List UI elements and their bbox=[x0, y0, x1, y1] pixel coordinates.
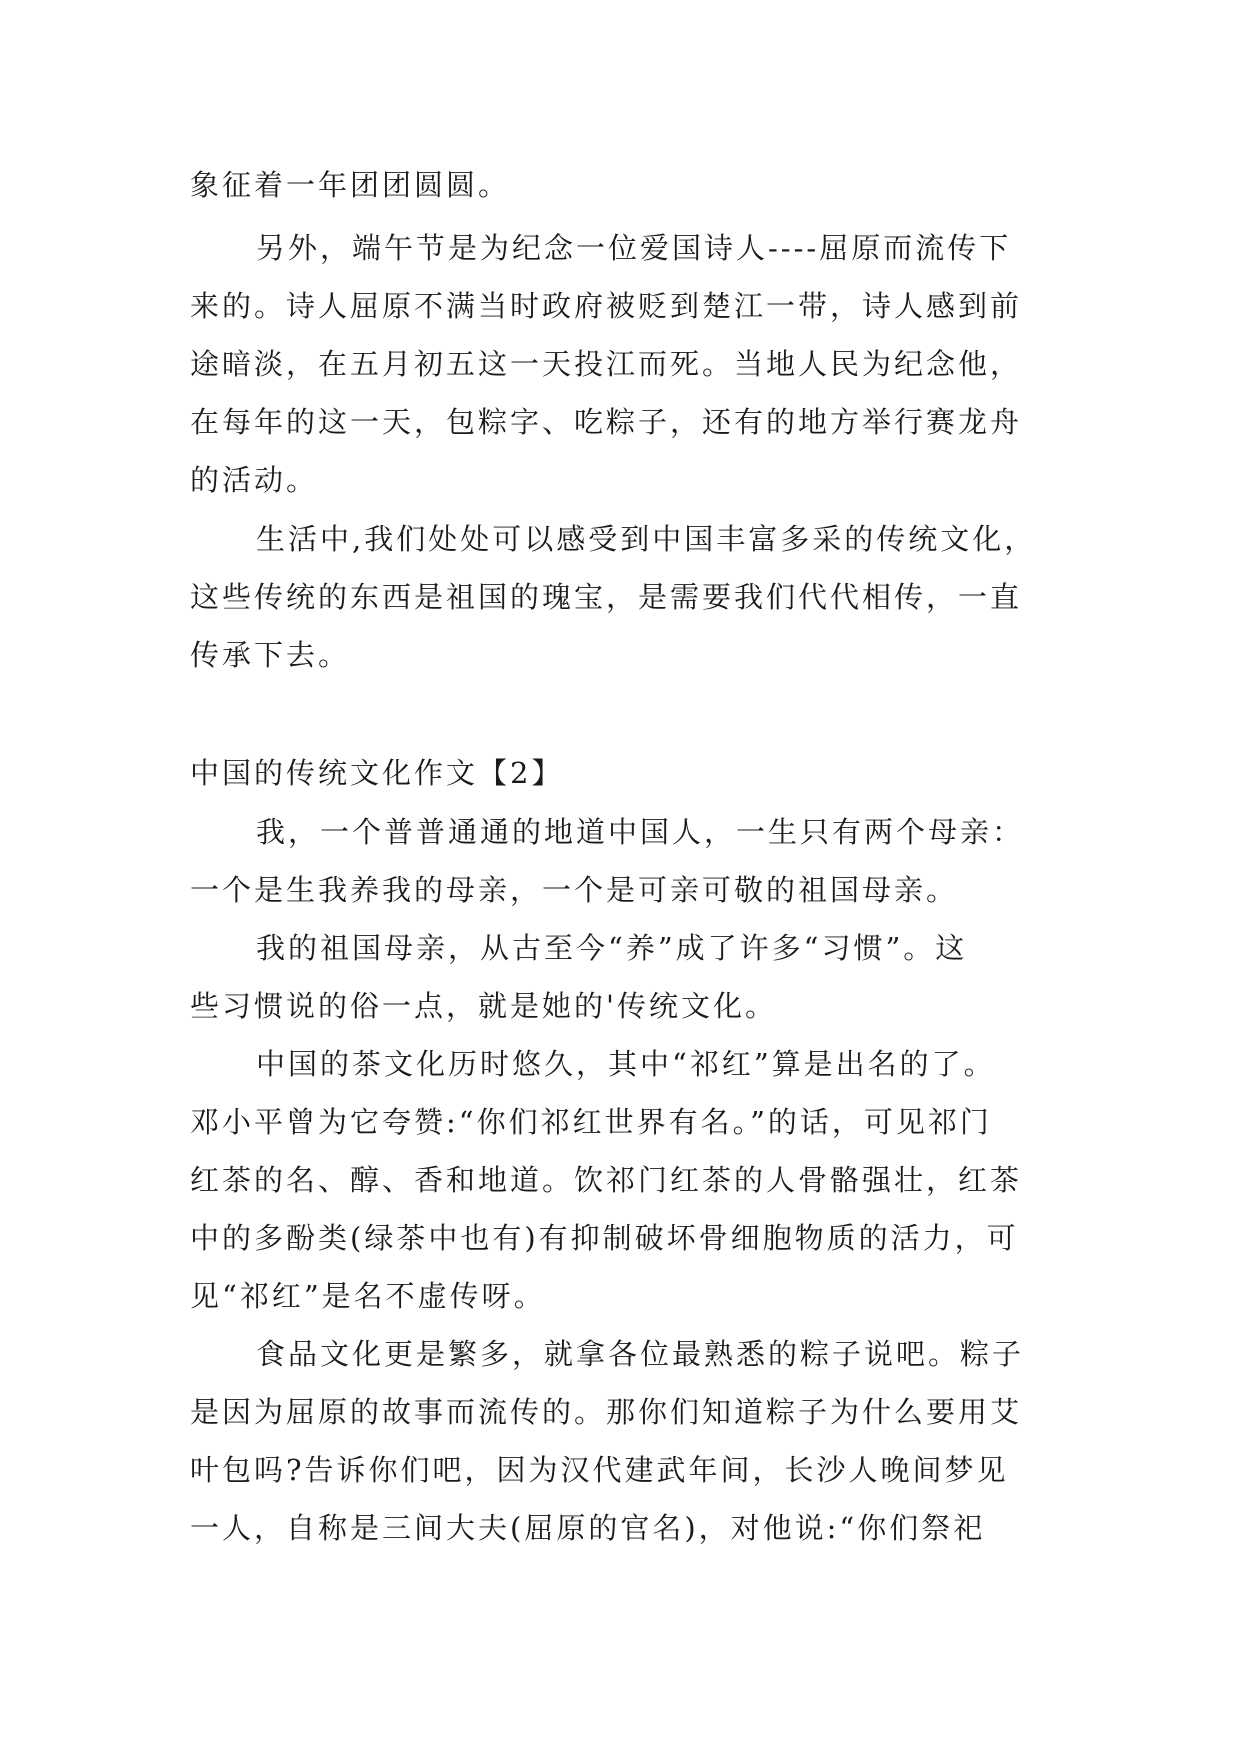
paragraph-start-line: 生活中,我们处处可以感受到中国丰富多采的传统文化， bbox=[256, 522, 1037, 556]
paragraph-start-line: 另外，端午节是为纪念一位爱国诗人----屈原而流传下 bbox=[256, 231, 1012, 265]
text-line: 见“祁红”是名不虚传呀。 bbox=[190, 1279, 546, 1313]
paragraph-start-line: 我，一个普普通通的地道中国人，一生只有两个母亲： bbox=[256, 815, 1025, 849]
text-line: 途暗淡，在五月初五这一天投江而死。当地人民为纪念他， bbox=[190, 347, 1023, 381]
text-line: 邓小平曾为它夸赞:“你们祁红世界有名。”的话，可见祁门 bbox=[190, 1105, 992, 1139]
paragraph-start-line: 我的祖国母亲，从古至今“养”成了许多“习惯”。这 bbox=[256, 931, 968, 965]
text-line: 的活动。 bbox=[190, 463, 319, 497]
text-line: 传承下去。 bbox=[190, 638, 351, 672]
text-line: 是因为屈原的故事而流传的。那你们知道粽子为什么要用艾 bbox=[190, 1395, 1023, 1429]
text-line: 这些传统的东西是祖国的瑰宝，是需要我们代代相传，一直 bbox=[190, 580, 1023, 614]
text-line: 红茶的名、醇、香和地道。饮祁门红茶的人骨骼强壮，红茶 bbox=[190, 1163, 1023, 1197]
section-heading: 中国的传统文化作文【2】 bbox=[190, 756, 564, 790]
text-line: 一人，自称是三间大夫(屈原的官名)，对他说:“你们祭祀 bbox=[190, 1511, 986, 1545]
text-line: 叶包吗?告诉你们吧，因为汉代建武年间，长沙人晚间梦见 bbox=[190, 1453, 1009, 1487]
text-line: 来的。诗人屈原不满当时政府被贬到楚江一带，诗人感到前 bbox=[190, 289, 1023, 323]
text-line: 在每年的这一天，包粽字、吃粽子，还有的地方举行赛龙舟 bbox=[190, 405, 1023, 439]
paragraph-start-line: 中国的茶文化历时悠久，其中“祁红”算是出名的了。 bbox=[256, 1047, 996, 1081]
text-line: 中的多酚类(绿茶中也有)有抑制破坏骨细胞物质的活力，可 bbox=[190, 1221, 1019, 1255]
text-line: 些习惯说的俗一点，就是她的'传统文化。 bbox=[190, 989, 777, 1023]
paragraph-start-line: 食品文化更是繁多，就拿各位最熟悉的粽子说吧。粽子 bbox=[256, 1337, 1025, 1371]
text-line: 象征着一年团团圆圆。 bbox=[190, 168, 511, 202]
text-line: 一个是生我养我的母亲，一个是可亲可敬的祖国母亲。 bbox=[190, 873, 959, 907]
